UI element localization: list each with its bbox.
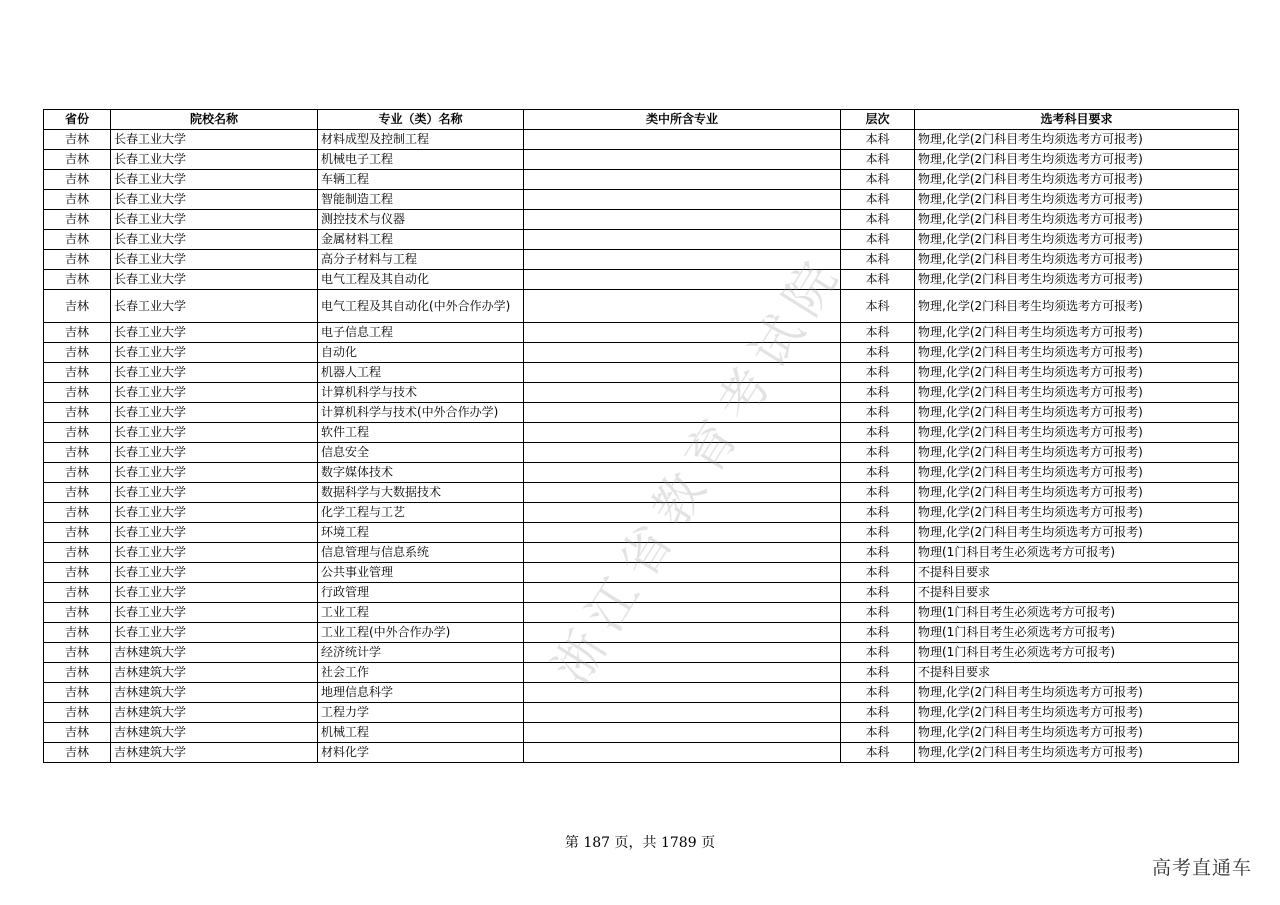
subject-requirements-cell: 物理,化学(2门科目考生均须选考方可报考) xyxy=(915,210,1239,230)
level-cell: 本科 xyxy=(841,363,915,383)
school-name-cell: 长春工业大学 xyxy=(111,250,318,270)
included-majors-cell xyxy=(524,663,841,683)
school-name-cell: 吉林建筑大学 xyxy=(111,683,318,703)
major-name-cell: 测控技术与仪器 xyxy=(318,210,524,230)
table-row xyxy=(44,150,1239,170)
school-name-cell: 长春工业大学 xyxy=(111,503,318,523)
included-majors-cell xyxy=(524,443,841,463)
province-cell: 吉林 xyxy=(44,230,111,250)
subject-requirements-cell: 不提科目要求 xyxy=(915,663,1239,683)
major-name-cell: 金属材料工程 xyxy=(318,230,524,250)
level-cell: 本科 xyxy=(841,130,915,150)
table-row xyxy=(44,523,1239,543)
subject-requirements-cell: 物理,化学(2门科目考生均须选考方可报考) xyxy=(915,323,1239,343)
province-cell: 吉林 xyxy=(44,363,111,383)
province-cell: 吉林 xyxy=(44,343,111,363)
level-cell: 本科 xyxy=(841,150,915,170)
major-name-cell: 机器人工程 xyxy=(318,363,524,383)
subject-requirements-cell: 物理,化学(2门科目考生均须选考方可报考) xyxy=(915,483,1239,503)
subject-requirements-cell: 物理,化学(2门科目考生均须选考方可报考) xyxy=(915,503,1239,523)
major-name-cell: 数据科学与大数据技术 xyxy=(318,483,524,503)
school-name-cell: 吉林建筑大学 xyxy=(111,723,318,743)
subject-requirements-cell: 物理,化学(2门科目考生均须选考方可报考) xyxy=(915,290,1239,323)
subject-requirements-cell: 物理(1门科目考生必须选考方可报考) xyxy=(915,643,1239,663)
subject-requirements-cell: 物理,化学(2门科目考生均须选考方可报考) xyxy=(915,463,1239,483)
level-cell: 本科 xyxy=(841,623,915,643)
subject-requirements-cell: 物理,化学(2门科目考生均须选考方可报考) xyxy=(915,403,1239,423)
table-row xyxy=(44,363,1239,383)
level-cell: 本科 xyxy=(841,463,915,483)
school-name-cell: 长春工业大学 xyxy=(111,403,318,423)
school-name-cell: 吉林建筑大学 xyxy=(111,743,318,763)
major-name-cell: 工程力学 xyxy=(318,703,524,723)
table-row xyxy=(44,423,1239,443)
province-cell: 吉林 xyxy=(44,423,111,443)
subject-requirements-cell: 物理,化学(2门科目考生均须选考方可报考) xyxy=(915,150,1239,170)
included-majors-cell xyxy=(524,743,841,763)
subject-requirements-cell: 物理(1门科目考生必须选考方可报考) xyxy=(915,603,1239,623)
level-cell: 本科 xyxy=(841,423,915,443)
school-name-cell: 长春工业大学 xyxy=(111,290,318,323)
school-name-cell: 长春工业大学 xyxy=(111,563,318,583)
level-cell: 本科 xyxy=(841,523,915,543)
table-row xyxy=(44,503,1239,523)
school-name-cell: 长春工业大学 xyxy=(111,323,318,343)
table-row xyxy=(44,463,1239,483)
major-name-cell: 材料化学 xyxy=(318,743,524,763)
level-cell: 本科 xyxy=(841,190,915,210)
major-name-cell: 软件工程 xyxy=(318,423,524,443)
corner-logo: 高考直通车 xyxy=(1151,857,1252,879)
table-row xyxy=(44,403,1239,423)
included-majors-cell xyxy=(524,150,841,170)
major-name-cell: 自动化 xyxy=(318,343,524,363)
subject-requirements-cell: 物理,化学(2门科目考生均须选考方可报考) xyxy=(915,703,1239,723)
included-majors-cell xyxy=(524,723,841,743)
level-cell: 本科 xyxy=(841,603,915,623)
major-name-cell: 化学工程与工艺 xyxy=(318,503,524,523)
included-majors-cell xyxy=(524,403,841,423)
header-included-majors: 类中所含专业 xyxy=(524,110,841,130)
school-name-cell: 长春工业大学 xyxy=(111,210,318,230)
school-name-cell: 长春工业大学 xyxy=(111,190,318,210)
province-cell: 吉林 xyxy=(44,723,111,743)
subject-requirements-cell: 物理,化学(2门科目考生均须选考方可报考) xyxy=(915,230,1239,250)
included-majors-cell xyxy=(524,703,841,723)
school-name-cell: 长春工业大学 xyxy=(111,383,318,403)
subject-requirements-cell: 物理,化学(2门科目考生均须选考方可报考) xyxy=(915,170,1239,190)
included-majors-cell xyxy=(524,563,841,583)
province-cell: 吉林 xyxy=(44,663,111,683)
school-name-cell: 长春工业大学 xyxy=(111,463,318,483)
subject-requirements-cell: 物理,化学(2门科目考生均须选考方可报考) xyxy=(915,383,1239,403)
school-name-cell: 长春工业大学 xyxy=(111,623,318,643)
level-cell: 本科 xyxy=(841,663,915,683)
province-cell: 吉林 xyxy=(44,483,111,503)
table-row xyxy=(44,290,1239,323)
included-majors-cell xyxy=(524,463,841,483)
level-cell: 本科 xyxy=(841,583,915,603)
included-majors-cell xyxy=(524,323,841,343)
table-row xyxy=(44,583,1239,603)
level-cell: 本科 xyxy=(841,403,915,423)
major-name-cell: 信息安全 xyxy=(318,443,524,463)
header-subject-requirements: 选考科目要求 xyxy=(915,110,1239,130)
subject-requirements-cell: 物理,化学(2门科目考生均须选考方可报考) xyxy=(915,130,1239,150)
school-name-cell: 长春工业大学 xyxy=(111,130,318,150)
included-majors-cell xyxy=(524,603,841,623)
table-header-row xyxy=(44,110,1239,130)
table-row xyxy=(44,643,1239,663)
included-majors-cell xyxy=(524,643,841,663)
school-name-cell: 吉林建筑大学 xyxy=(111,663,318,683)
province-cell: 吉林 xyxy=(44,130,111,150)
major-name-cell: 电子信息工程 xyxy=(318,323,524,343)
subject-requirements-cell: 物理,化学(2门科目考生均须选考方可报考) xyxy=(915,190,1239,210)
subject-requirements-cell: 物理,化学(2门科目考生均须选考方可报考) xyxy=(915,683,1239,703)
included-majors-cell xyxy=(524,290,841,323)
major-name-cell: 社会工作 xyxy=(318,663,524,683)
province-cell: 吉林 xyxy=(44,683,111,703)
major-name-cell: 经济统计学 xyxy=(318,643,524,663)
table-row xyxy=(44,250,1239,270)
province-cell: 吉林 xyxy=(44,643,111,663)
header-major-name: 专业（类）名称 xyxy=(318,110,524,130)
province-cell: 吉林 xyxy=(44,383,111,403)
subject-requirements-cell: 不提科目要求 xyxy=(915,563,1239,583)
school-name-cell: 长春工业大学 xyxy=(111,270,318,290)
province-cell: 吉林 xyxy=(44,323,111,343)
included-majors-cell xyxy=(524,210,841,230)
page-number: 第 187 页，共 1789 页 xyxy=(564,835,716,851)
included-majors-cell xyxy=(524,683,841,703)
subject-requirements-cell: 物理,化学(2门科目考生均须选考方可报考) xyxy=(915,270,1239,290)
province-cell: 吉林 xyxy=(44,603,111,623)
school-name-cell: 长春工业大学 xyxy=(111,523,318,543)
school-name-cell: 长春工业大学 xyxy=(111,583,318,603)
included-majors-cell xyxy=(524,423,841,443)
included-majors-cell xyxy=(524,343,841,363)
province-cell: 吉林 xyxy=(44,210,111,230)
table-row xyxy=(44,323,1239,343)
table-row xyxy=(44,623,1239,643)
level-cell: 本科 xyxy=(841,483,915,503)
level-cell: 本科 xyxy=(841,443,915,463)
header-school-name: 院校名称 xyxy=(111,110,318,130)
level-cell: 本科 xyxy=(841,230,915,250)
admission-requirements-table xyxy=(43,109,1239,763)
included-majors-cell xyxy=(524,270,841,290)
school-name-cell: 长春工业大学 xyxy=(111,543,318,563)
included-majors-cell xyxy=(524,623,841,643)
included-majors-cell xyxy=(524,130,841,150)
level-cell: 本科 xyxy=(841,170,915,190)
table-row xyxy=(44,743,1239,763)
level-cell: 本科 xyxy=(841,643,915,663)
subject-requirements-cell: 物理,化学(2门科目考生均须选考方可报考) xyxy=(915,363,1239,383)
table-row xyxy=(44,663,1239,683)
school-name-cell: 长春工业大学 xyxy=(111,443,318,463)
province-cell: 吉林 xyxy=(44,743,111,763)
included-majors-cell xyxy=(524,483,841,503)
province-cell: 吉林 xyxy=(44,503,111,523)
table-row xyxy=(44,190,1239,210)
major-name-cell: 智能制造工程 xyxy=(318,190,524,210)
level-cell: 本科 xyxy=(841,703,915,723)
level-cell: 本科 xyxy=(841,503,915,523)
included-majors-cell xyxy=(524,190,841,210)
included-majors-cell xyxy=(524,170,841,190)
level-cell: 本科 xyxy=(841,563,915,583)
level-cell: 本科 xyxy=(841,543,915,563)
level-cell: 本科 xyxy=(841,290,915,323)
major-name-cell: 高分子材料与工程 xyxy=(318,250,524,270)
subject-requirements-cell: 不提科目要求 xyxy=(915,583,1239,603)
school-name-cell: 长春工业大学 xyxy=(111,423,318,443)
province-cell: 吉林 xyxy=(44,403,111,423)
included-majors-cell xyxy=(524,250,841,270)
major-name-cell: 公共事业管理 xyxy=(318,563,524,583)
included-majors-cell xyxy=(524,363,841,383)
province-cell: 吉林 xyxy=(44,463,111,483)
subject-requirements-cell: 物理(1门科目考生必须选考方可报考) xyxy=(915,623,1239,643)
included-majors-cell xyxy=(524,230,841,250)
table-row xyxy=(44,483,1239,503)
table-row xyxy=(44,703,1239,723)
table-row xyxy=(44,210,1239,230)
school-name-cell: 长春工业大学 xyxy=(111,230,318,250)
subject-requirements-cell: 物理,化学(2门科目考生均须选考方可报考) xyxy=(915,443,1239,463)
table-row xyxy=(44,603,1239,623)
subject-requirements-cell: 物理,化学(2门科目考生均须选考方可报考) xyxy=(915,743,1239,763)
school-name-cell: 长春工业大学 xyxy=(111,150,318,170)
province-cell: 吉林 xyxy=(44,523,111,543)
table-row xyxy=(44,170,1239,190)
level-cell: 本科 xyxy=(841,383,915,403)
school-name-cell: 吉林建筑大学 xyxy=(111,703,318,723)
province-cell: 吉林 xyxy=(44,543,111,563)
province-cell: 吉林 xyxy=(44,623,111,643)
major-name-cell: 材料成型及控制工程 xyxy=(318,130,524,150)
school-name-cell: 长春工业大学 xyxy=(111,363,318,383)
subject-requirements-cell: 物理,化学(2门科目考生均须选考方可报考) xyxy=(915,343,1239,363)
level-cell: 本科 xyxy=(841,323,915,343)
major-name-cell: 电气工程及其自动化 xyxy=(318,270,524,290)
included-majors-cell xyxy=(524,383,841,403)
province-cell: 吉林 xyxy=(44,563,111,583)
subject-requirements-cell: 物理(1门科目考生必须选考方可报考) xyxy=(915,543,1239,563)
header-level: 层次 xyxy=(841,110,915,130)
included-majors-cell xyxy=(524,583,841,603)
major-name-cell: 计算机科学与技术 xyxy=(318,383,524,403)
header-province: 省份 xyxy=(44,110,111,130)
province-cell: 吉林 xyxy=(44,150,111,170)
major-name-cell: 环境工程 xyxy=(318,523,524,543)
level-cell: 本科 xyxy=(841,270,915,290)
level-cell: 本科 xyxy=(841,743,915,763)
province-cell: 吉林 xyxy=(44,250,111,270)
table-row xyxy=(44,130,1239,150)
watermark: 浙江省教育考试院 xyxy=(542,242,855,694)
table-row xyxy=(44,543,1239,563)
subject-requirements-cell: 物理,化学(2门科目考生均须选考方可报考) xyxy=(915,423,1239,443)
subject-requirements-cell: 物理,化学(2门科目考生均须选考方可报考) xyxy=(915,250,1239,270)
province-cell: 吉林 xyxy=(44,270,111,290)
table-row xyxy=(44,383,1239,403)
table-row xyxy=(44,230,1239,250)
major-name-cell: 计算机科学与技术(中外合作办学) xyxy=(318,403,524,423)
province-cell: 吉林 xyxy=(44,583,111,603)
level-cell: 本科 xyxy=(841,723,915,743)
major-name-cell: 行政管理 xyxy=(318,583,524,603)
major-name-cell: 工业工程(中外合作办学) xyxy=(318,623,524,643)
province-cell: 吉林 xyxy=(44,170,111,190)
major-name-cell: 工业工程 xyxy=(318,603,524,623)
province-cell: 吉林 xyxy=(44,190,111,210)
major-name-cell: 机械电子工程 xyxy=(318,150,524,170)
included-majors-cell xyxy=(524,503,841,523)
school-name-cell: 长春工业大学 xyxy=(111,483,318,503)
province-cell: 吉林 xyxy=(44,290,111,323)
province-cell: 吉林 xyxy=(44,703,111,723)
subject-requirements-cell: 物理,化学(2门科目考生均须选考方可报考) xyxy=(915,723,1239,743)
school-name-cell: 吉林建筑大学 xyxy=(111,643,318,663)
major-name-cell: 信息管理与信息系统 xyxy=(318,543,524,563)
school-name-cell: 长春工业大学 xyxy=(111,343,318,363)
table-row xyxy=(44,270,1239,290)
included-majors-cell xyxy=(524,543,841,563)
major-name-cell: 电气工程及其自动化(中外合作办学) xyxy=(318,290,524,323)
level-cell: 本科 xyxy=(841,343,915,363)
province-cell: 吉林 xyxy=(44,443,111,463)
school-name-cell: 长春工业大学 xyxy=(111,603,318,623)
level-cell: 本科 xyxy=(841,250,915,270)
school-name-cell: 长春工业大学 xyxy=(111,170,318,190)
major-name-cell: 车辆工程 xyxy=(318,170,524,190)
table-row xyxy=(44,343,1239,363)
included-majors-cell xyxy=(524,523,841,543)
major-name-cell: 数字媒体技术 xyxy=(318,463,524,483)
table-row xyxy=(44,723,1239,743)
major-name-cell: 地理信息科学 xyxy=(318,683,524,703)
table-row xyxy=(44,563,1239,583)
level-cell: 本科 xyxy=(841,210,915,230)
level-cell: 本科 xyxy=(841,683,915,703)
subject-requirements-cell: 物理,化学(2门科目考生均须选考方可报考) xyxy=(915,523,1239,543)
major-name-cell: 机械工程 xyxy=(318,723,524,743)
table-body xyxy=(44,130,1239,763)
table-row xyxy=(44,683,1239,703)
table-row xyxy=(44,443,1239,463)
